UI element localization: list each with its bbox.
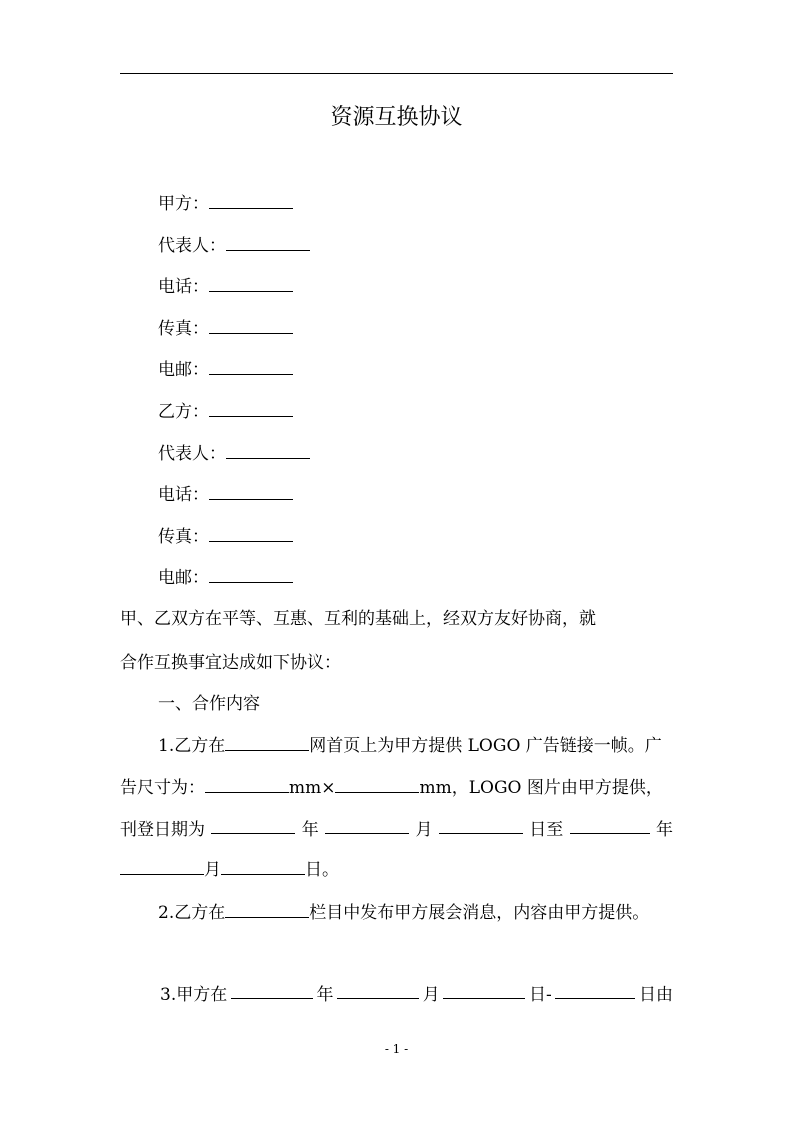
party-field-label: 甲方：	[158, 194, 209, 214]
blank-end-year	[570, 815, 650, 834]
clause-text: 日至	[529, 820, 564, 840]
clause-1-line-2	[120, 773, 673, 798]
intro-line-1: 甲、乙双方在平等、互惠、互利的基础上，经双方友好协商，就	[120, 609, 596, 629]
party-field-blank	[209, 523, 293, 542]
party-field-label: 电邮：	[158, 568, 209, 588]
party-field	[158, 439, 310, 464]
party-field	[158, 563, 293, 588]
clause-text: mm×	[289, 778, 336, 798]
party-field-label: 代表人：	[158, 444, 226, 464]
party-field	[158, 189, 293, 214]
party-field-label: 电邮：	[158, 360, 209, 380]
party-field-blank	[226, 440, 310, 459]
party-field-blank	[226, 232, 310, 251]
clause-text: 网首页上为甲方提供 LOGO 广告链接一帧。广	[309, 736, 662, 756]
blank-width	[205, 774, 289, 793]
party-field-label: 传真：	[158, 319, 209, 339]
blank-start-month	[325, 815, 409, 834]
clause-text: 栏目中发布甲方展会消息，内容由甲方提供。	[309, 903, 650, 923]
blank-exhibit-month	[337, 980, 419, 999]
blank-exhibit-day-end	[555, 980, 635, 999]
clause-text: 告尺寸为：	[120, 778, 205, 798]
blank-exhibit-year	[231, 980, 313, 999]
blank-height	[335, 774, 419, 793]
blank-start-year	[211, 815, 295, 834]
party-field-blank	[209, 398, 293, 417]
party-field-label: 代表人：	[158, 236, 226, 256]
clause-text: 日-	[528, 985, 552, 1005]
clause-text: mm，LOGO 图片由甲方提供，	[419, 778, 663, 798]
party-field-label: 传真：	[158, 527, 209, 547]
party-field-blank	[209, 481, 293, 500]
clause-text: 月	[422, 985, 440, 1005]
party-field-blank	[209, 564, 293, 583]
party-field-label: 电话：	[158, 277, 209, 297]
clause-1-line-1	[158, 731, 673, 756]
clause-text: 2.乙方在	[158, 903, 226, 923]
clause-3-line-1	[160, 980, 673, 1005]
clause-text: 年	[656, 820, 673, 840]
party-field-blank	[209, 190, 293, 209]
intro-line-2: 合作互换事宜达成如下协议：	[120, 653, 341, 673]
party-field	[158, 272, 293, 297]
party-field-label: 电话：	[158, 485, 209, 505]
party-field	[158, 522, 293, 547]
clause-2	[158, 898, 673, 923]
blank-start-day	[439, 815, 523, 834]
blank-end-day	[221, 856, 305, 875]
clause-text: 日由	[638, 985, 673, 1005]
party-field	[158, 231, 310, 256]
party-field	[158, 314, 293, 339]
blank-website	[225, 732, 309, 751]
clause-text: 月	[204, 860, 221, 880]
clause-text: 年	[316, 985, 334, 1005]
header-rule	[120, 73, 673, 74]
party-field	[158, 480, 293, 505]
party-field-blank	[209, 315, 293, 334]
party-field-label: 乙方：	[158, 402, 209, 422]
party-field-blank	[209, 273, 293, 292]
blank-column	[225, 899, 309, 918]
clause-text: 日。	[305, 860, 339, 880]
clause-text: 刊登日期为	[120, 820, 205, 840]
party-field	[158, 397, 293, 422]
clause-1-line-4	[120, 855, 673, 880]
document-title: 资源互换协议	[330, 105, 463, 130]
party-field	[158, 355, 293, 380]
section-heading: 一、合作内容	[158, 694, 260, 714]
clause-text: 1.乙方在	[158, 736, 226, 756]
blank-end-month	[120, 856, 204, 875]
clause-1-line-3	[120, 815, 673, 840]
party-field-blank	[209, 356, 293, 375]
clause-text: 3.甲方在	[160, 985, 228, 1005]
page-number: - 1 -	[384, 1042, 409, 1056]
clause-text: 月	[415, 820, 433, 840]
clause-text: 年	[301, 820, 319, 840]
blank-exhibit-day-start	[443, 980, 525, 999]
